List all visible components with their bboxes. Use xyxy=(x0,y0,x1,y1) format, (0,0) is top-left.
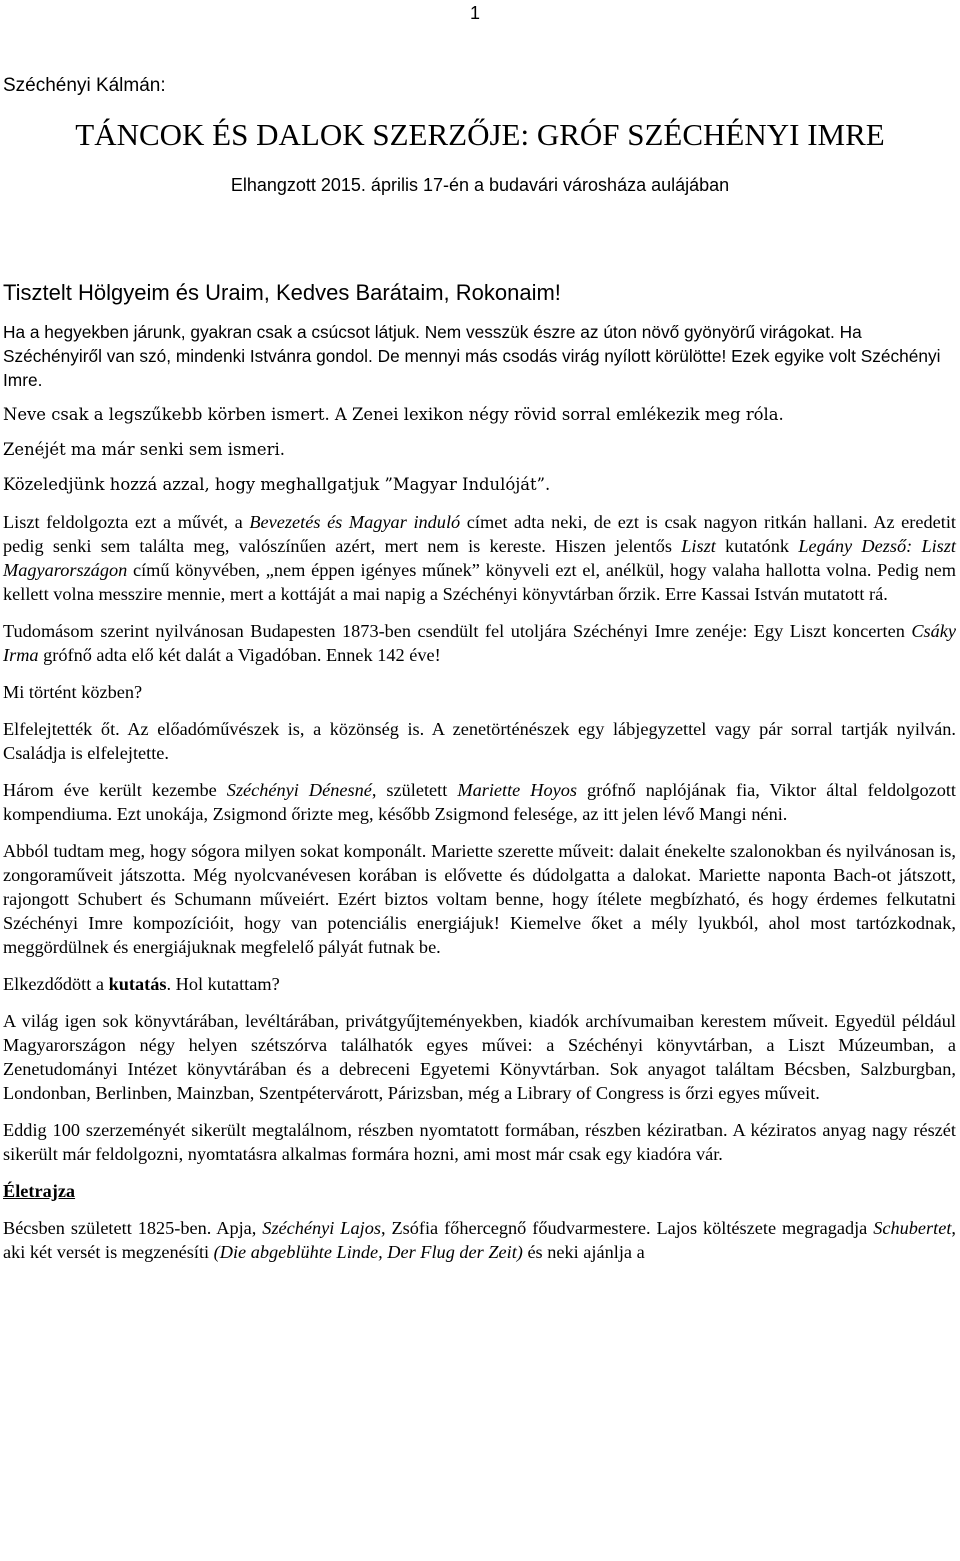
paragraph: Bécsben született 1825-ben. Apja, Széchényi Lajos, Zsófia főhercegnő főudvarmestere. Lajos költészete megragadja Schubertet, aki két versét is megzenésíti (Die abgeblühte Linde, Der Flug der Zeit) és neki ajánlja a xyxy=(3,1218,956,1262)
paragraph: Közeledjünk hozzá azzal, hogy meghallgatjuk ”Magyar Indulóját”. xyxy=(3,475,551,494)
paragraph: Eddig 100 szerzeményét sikerült megtalálnom, részben nyomtatott formában, részben kéziratban. A kéziratos anyag nagy részét sikerült már feldolgozni, nyomtatásra alkalmas formára hozni, ami most már csak egy kiadóra vár. xyxy=(3,1120,956,1164)
author-line: Széchényi Kálmán: xyxy=(3,75,166,96)
paragraph: Abból tudtam meg, hogy sógora milyen sokat komponált. Mariette szerette műveit: dalait énekelte szalonokban és nyilvánosan is, zongoraműveit játszotta. Még nyolcvanévesen korában is elővette és dúdolgatta a dalokat. Mariette naponta Bach-ot játszott, rajongott Schubert és Schumann műveiért. Ezért biztos voltam benne, hogy ítélete megbízható, és hogy érdemes felkutatni Széchényi Imre kompozícióit, hogy van potenciális energiájuk! Kiemelve őket a mély lyukból, ahol most tartózkodnak, meggördülnek és energiájuknak megfelelő pályát futnak be. xyxy=(3,841,956,957)
document-body xyxy=(3,320,956,1264)
paragraph: Liszt feldolgozta ezt a művét, a Bevezetés és Magyar induló címet adta neki, de ezt is csak nagyon ritkán hallani. Az eredetit pedig senki sem találta meg, valószínűen azért, mert nem is kereste. Hiszen jelentős Liszt kutatónk Legány Dezső: Liszt Magyarországon című könyvében, „nem éppen igényes műnek” könyveli ezt el, anélkül, hogy valaha hallotta volna. Pedig nem kellett volna messzire mennie, mert a kottáját a mai napig a Széchényi könyvtárban őrzik. Erre Kassai István mutatott rá. xyxy=(3,512,956,604)
paragraph: Mi történt közben? xyxy=(3,682,143,702)
paragraph: Ha a hegyekben járunk, gyakran csak a csúcsot látjuk. Nem vesszük észre az úton növő gyönyörű virágokat. Ha Széchényiről van szó, mindenki Istvánra gondol. De mennyi más csodás virág nyílott körülötte! Ezek egyike volt Széchényi Imre. xyxy=(3,322,941,390)
paragraph: Elkezdődött a kutatás. Hol kutattam? xyxy=(3,974,280,994)
paragraph: Neve csak a legszűkebb körben ismert. A Zenei lexikon négy rövid sorral emlékezik meg róla. xyxy=(3,405,784,424)
paragraph: Elfelejtették őt. Az előadóművészek is, a közönség is. A zenetörténészek egy lábjegyzettel vagy pár sorral tartják nyilván. Családja is elfelejtette. xyxy=(3,719,956,763)
paragraph: Zenéjét ma már senki sem ismeri. xyxy=(3,440,285,459)
greeting: Tisztelt Hölgyeim és Uraim, Kedves Barátaim, Rokonaim! xyxy=(3,280,561,305)
section-heading: Életrajza xyxy=(3,1181,76,1201)
document-title: TÁNCOK ÉS DALOK SZERZŐJE: GRÓF SZÉCHÉNYI IMRE xyxy=(75,117,885,152)
paragraph: A világ igen sok könyvtárában, levéltárában, privátgyűjteményekben, kiadók archívumaiban kerestem műveit. Egyedül például Magyarországon négy helyen szétszórva találhatók egyes művei: a Széchényi könyvtárban, a Liszt Múzeumban, a Zenetudományi Intézet könyvtárában és a debreceni Egyetemi Könyvtárban. Sok anyagot találtam Bécsben, Salzburgban, Londonban, Berlinben, Mainzban, Szentpétervárott, Párizsban, még a Library of Congress is őrzi egyes műveit. xyxy=(3,1011,956,1103)
paragraph: Tudomásom szerint nyilvánosan Budapesten 1873-ben csendült fel utoljára Széchényi Imre zenéje: Egy Liszt koncerten Csáky Irma grófnő adta elő két dalát a Vigadóban. Ennek 142 éve! xyxy=(3,621,956,665)
document-subtitle: Elhangzott 2015. április 17-én a budavári városháza aulájában xyxy=(230,175,730,195)
paragraph: Három éve került kezembe Széchényi Dénesné, született Mariette Hoyos grófnő naplójának fia, Viktor által feldolgozott kompendiuma. Ezt unokája, Zsigmond őrizte meg, később Zsigmond felesége, az itt jelen lévő Mangi néni. xyxy=(3,780,957,824)
page-number: 1 xyxy=(470,3,481,23)
